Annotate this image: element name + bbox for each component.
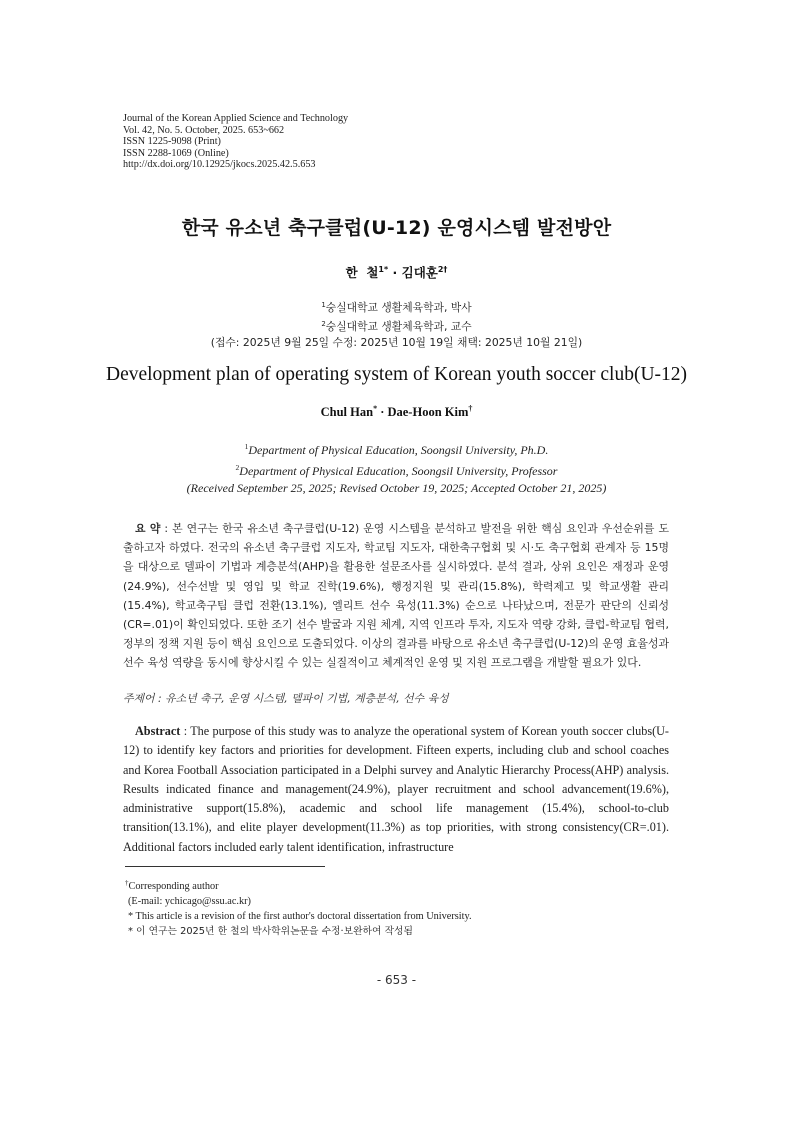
abstract-en-text: The purpose of this study was to analyze the operational system of Korean youth soccer clubs(U-12) to identify key factors and priorities for development. Fifteen experts, including club and school coaches and Korea Football Association participated in a Delphi survey and Analytic Hierarchy Process(AHP) analysis. Results indicated finance and management(24.9%), player recruitment and school advancement(19.6%), administrative support(15.8%), academic and school life management (15.4%), school-to-club transition(13.1%), and elite player development(11.3%) as top priorities, with strong consistency(CR=.01). Additional factors included early talent identification, infrastructure	[123, 724, 669, 854]
author-separator-ko: ·	[388, 265, 402, 280]
corresponding-label: Corresponding author	[128, 881, 219, 892]
korean-keywords: 주제어 : 유소년 축구, 운영 시스템, 델파이 기법, 계층분석, 선수 육성	[123, 692, 449, 705]
page-number: - 653 -	[376, 973, 417, 987]
affiliation2-num-en: 2	[235, 463, 240, 472]
dates-en: (Received September 25, 2025; Revised October 19, 2025; Accepted October 21, 2025)	[186, 481, 607, 495]
author1-sup-ko: 1*	[378, 265, 389, 274]
dissertation-note-ko: * 이 연구는 2025년 한 철의 박사학위논문을 수정·보완하여 작성됨	[128, 926, 413, 937]
dates-ko: (접수: 2025년 9월 25일 수정: 2025년 10월 19일 채택: 2025년 10월 21일)	[210, 336, 583, 349]
affiliation2-text-en: Department of Physical Education, Soongsil University, Professor	[239, 464, 558, 478]
affiliation2-num-ko: 2	[321, 320, 326, 328]
abstract-en-label: Abstract	[135, 724, 181, 738]
korean-title: 한국 유소년 축구클럽(U-12) 운영시스템 발전방안	[181, 217, 612, 239]
journal-name: Journal of the Korean Applied Science and Technology	[123, 113, 349, 124]
author1-name-ko: 한 철	[345, 265, 379, 280]
affiliation1-text-ko: 숭실대학교 생활체육학과, 박사	[325, 301, 472, 314]
affiliation1-ko	[0, 297, 793, 316]
doi-link[interactable]: http://dx.doi.org/10.12925/jkocs.2025.42.5.653	[123, 159, 316, 171]
issn-online: ISSN 2288-1069 (Online)	[123, 147, 229, 159]
affiliation1-num-ko: 1	[321, 301, 326, 309]
affiliation2-ko	[0, 316, 793, 335]
english-authors	[0, 404, 793, 420]
affiliation1-en	[0, 438, 793, 459]
korean-abstract	[123, 519, 669, 673]
journal-volume: Vol. 42, No. 5. October, 2025. 653~662	[123, 124, 285, 136]
footnotes	[125, 876, 472, 939]
abstract-ko-text: 본 연구는 한국 유소년 축구클럽(U-12) 운영 시스템을 분석하고 발전을 위한 핵심 요인과 우선순위를 도출하고자 하였다. 전국의 유소년 축구클럽 지도자, 학교팀 지도자, 대한축구협회 및 시·도 축구협회 관계자 등 15명을 대상으로 델파이 기법과 계층분석(AHP)을 활용한 설문조사를 실시하였다. 분석 결과, 상위 요인은 재정과 운영(24.9%), 선수선발 및 영입 및 학교 진학(19.6%), 행정지원 및 관리(15.8%), 학력제고 및 학교생활 관리(15.4%), 학교축구팀 클럽 전환(13.1%), 엘리트 선수 육성(11.3%) 순으로 나타났으며, 전문가 판단의 신뢰성(CR=.01)이 확인되었다. 또한 조기 선수 발굴과 지원 체계, 지역 인프라 투자, 지도자 역량 강화, 클럽-학교팀 협력, 정부의 정책 지원 등이 핵심 요인으로 도출되었다. 이상의 결과를 바탕으로 유소년 축구클럽(U-12)의 운영 효율성과 선수 육성 역량을 동시에 향상시킬 수 있는 실질적이고 체계적인 운영 및 지원 프로그램을 개발할 필요가 있다.	[123, 522, 669, 670]
affiliation2-en	[0, 459, 793, 480]
footnote-divider	[125, 866, 325, 867]
author1-name-en: Chul Han	[320, 405, 374, 419]
affiliation1-text-en: Department of Physical Education, Soongsil University, Ph.D.	[248, 443, 549, 457]
author1-sup-en: *	[373, 404, 378, 413]
author2-sup-ko: 2†	[437, 265, 448, 274]
affiliation1-num-en: 1	[244, 442, 249, 451]
author-separator-en: ·	[377, 405, 388, 419]
author2-name-en: Dae-Hoon Kim	[387, 405, 469, 419]
author2-sup-en: †	[468, 404, 473, 413]
corresponding-email: (E-mail: ychicago@ssu.ac.kr)	[128, 896, 251, 907]
english-affiliations	[0, 438, 793, 497]
issn-print: ISSN 1225-9098 (Print)	[123, 136, 221, 148]
author2-name-ko: 김대훈	[401, 265, 438, 280]
corresponding-author-note	[125, 876, 472, 894]
journal-header	[123, 113, 348, 171]
abstract-en-separator: :	[180, 724, 191, 738]
korean-authors	[0, 263, 793, 281]
english-abstract	[123, 722, 669, 857]
korean-affiliations	[0, 297, 793, 351]
dissertation-note-en: * This article is a revision of the first author's doctoral dissertation from University.	[128, 911, 472, 922]
english-title: Development plan of operating system of Korean youth soccer club(U-12)	[105, 364, 688, 385]
abstract-ko-label: 요 약	[135, 522, 161, 535]
abstract-ko-separator: :	[160, 522, 173, 535]
dagger-mark: †	[125, 879, 129, 887]
affiliation2-text-ko: 숭실대학교 생활체육학과, 교수	[325, 320, 472, 333]
